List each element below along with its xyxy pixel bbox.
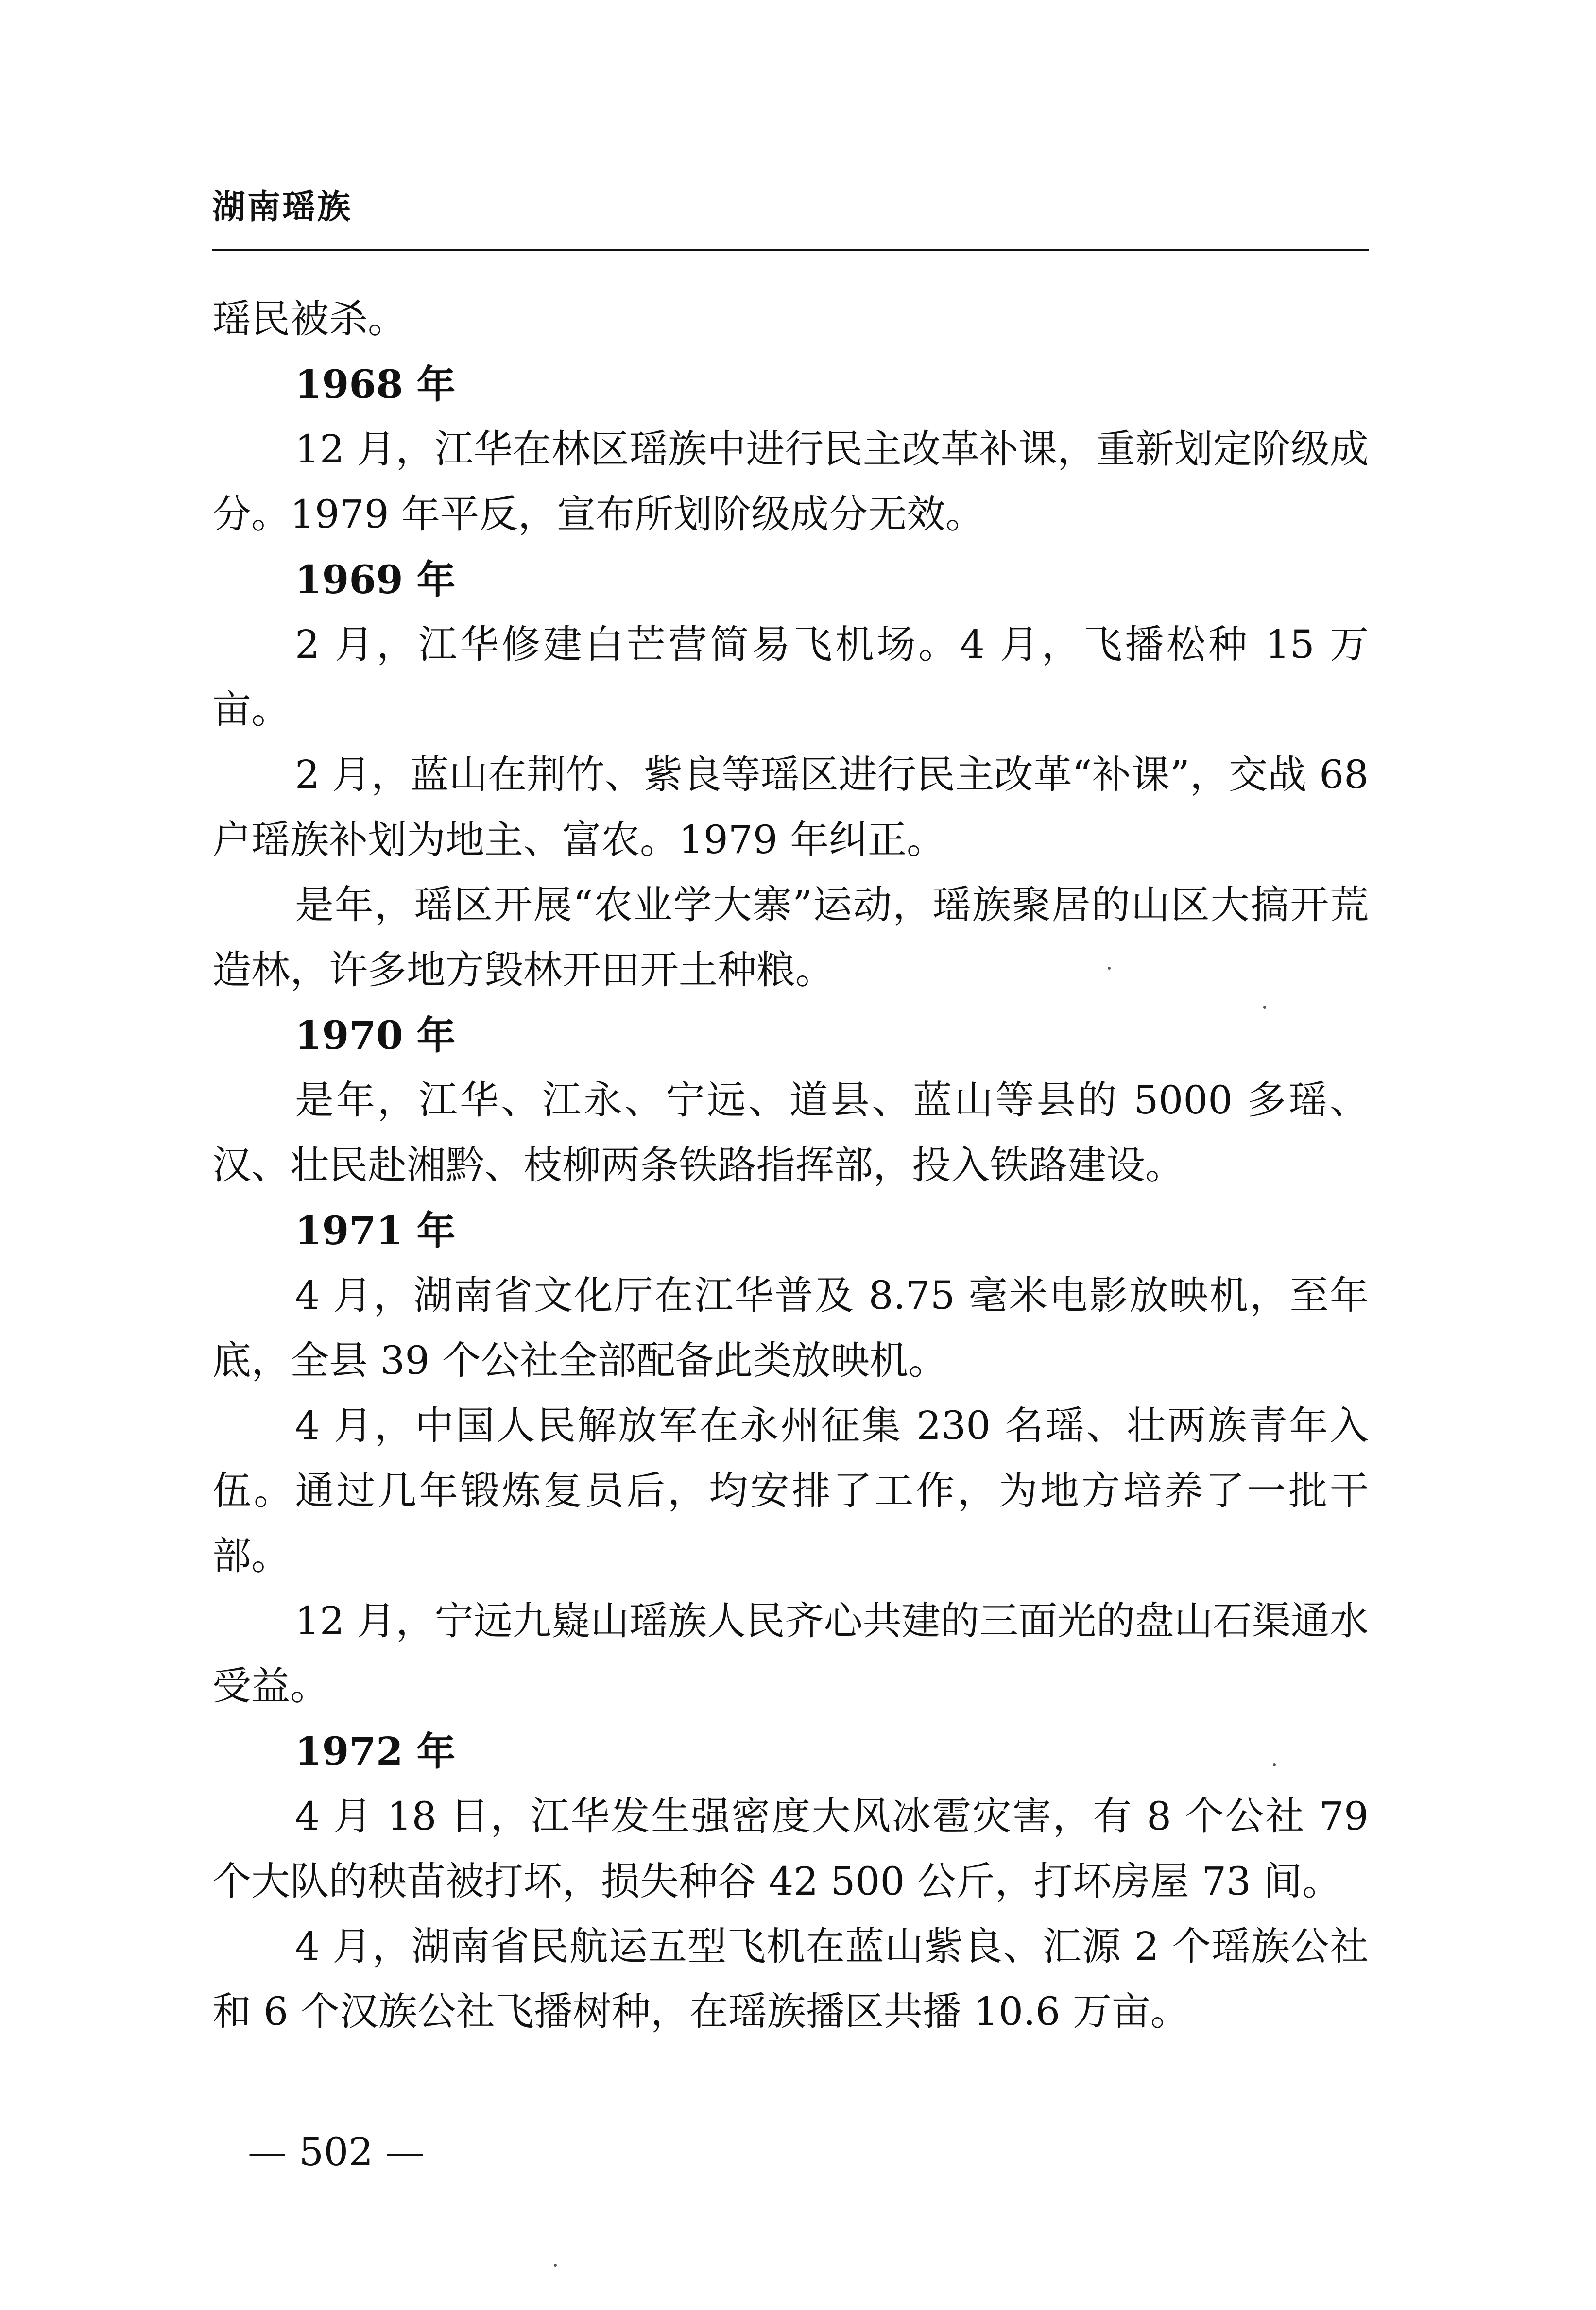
paragraph: 4 月，中国人民解放军在永州征集 230 名瑶、壮两族青年入伍。通过几年锻炼复员后，均安排了工作，为地方培养了一批干部。 [212, 1403, 1369, 1578]
scan-speck [554, 2264, 557, 2267]
paragraph: 2 月，蓝山在荆竹、紫良等瑶区进行民主改革“补课”，交战 68 户瑶族补划为地主、富农。1979 年纠正。 [212, 752, 1369, 862]
year-heading-1970: 1970 年 [295, 1012, 456, 1058]
paragraph: 是年，江华、江永、宁远、道县、蓝山等县的 5000 多瑶、汉、壮民赴湘黔、枝柳两条铁路指挥部，投入铁路建设。 [212, 1078, 1369, 1188]
year-heading-1972: 1972 年 [295, 1728, 456, 1774]
paragraph: 2 月，江华修建白芒营简易飞机场。4 月，飞播松种 15 万亩。 [212, 622, 1369, 732]
paragraph: 是年，瑶区开展“农业学大寨”运动，瑶族聚居的山区大搞开荒造林，许多地方毁林开田开土种粮。 [212, 882, 1369, 992]
page-body [212, 287, 1369, 2044]
page-number: — 502 — [248, 2129, 425, 2174]
running-header [212, 185, 1369, 257]
continued-paragraph: 瑶民被杀。 [212, 296, 407, 342]
scan-speck [1263, 1006, 1266, 1009]
paragraph: 4 月，湖南省民航运五型飞机在蓝山紫良、汇源 2 个瑶族公社和 6 个汉族公社飞播树种，在瑶族播区共播 10.6 万亩。 [212, 1924, 1369, 2034]
paragraph: 12 月，江华在林区瑶族中进行民主改革补课，重新划定阶级成分。1979 年平反，宣布所划阶级成分无效。 [212, 427, 1369, 537]
paragraph: 12 月，宁远九嶷山瑶族人民齐心共建的三面光的盘山石渠通水受益。 [212, 1598, 1369, 1709]
year-heading-1969: 1969 年 [295, 557, 456, 602]
scan-speck [1273, 1763, 1276, 1766]
scan-speck [1108, 967, 1111, 970]
paragraph: 4 月，湖南省文化厅在江华普及 8.75 毫米电影放映机，至年底，全县 39 个公社全部配备此类放映机。 [212, 1273, 1369, 1383]
year-heading-1968: 1968 年 [295, 361, 456, 407]
year-heading-1971: 1971 年 [295, 1208, 456, 1253]
header-rule [212, 249, 1369, 251]
running-header-title: 湖南瑶族 [212, 188, 353, 226]
paragraph: 4 月 18 日，江华发生强密度大风冰雹灾害，有 8 个公社 79 个大队的秧苗被打坏，损失种谷 42 500 公斤，打坏房屋 73 间。 [212, 1794, 1369, 1904]
